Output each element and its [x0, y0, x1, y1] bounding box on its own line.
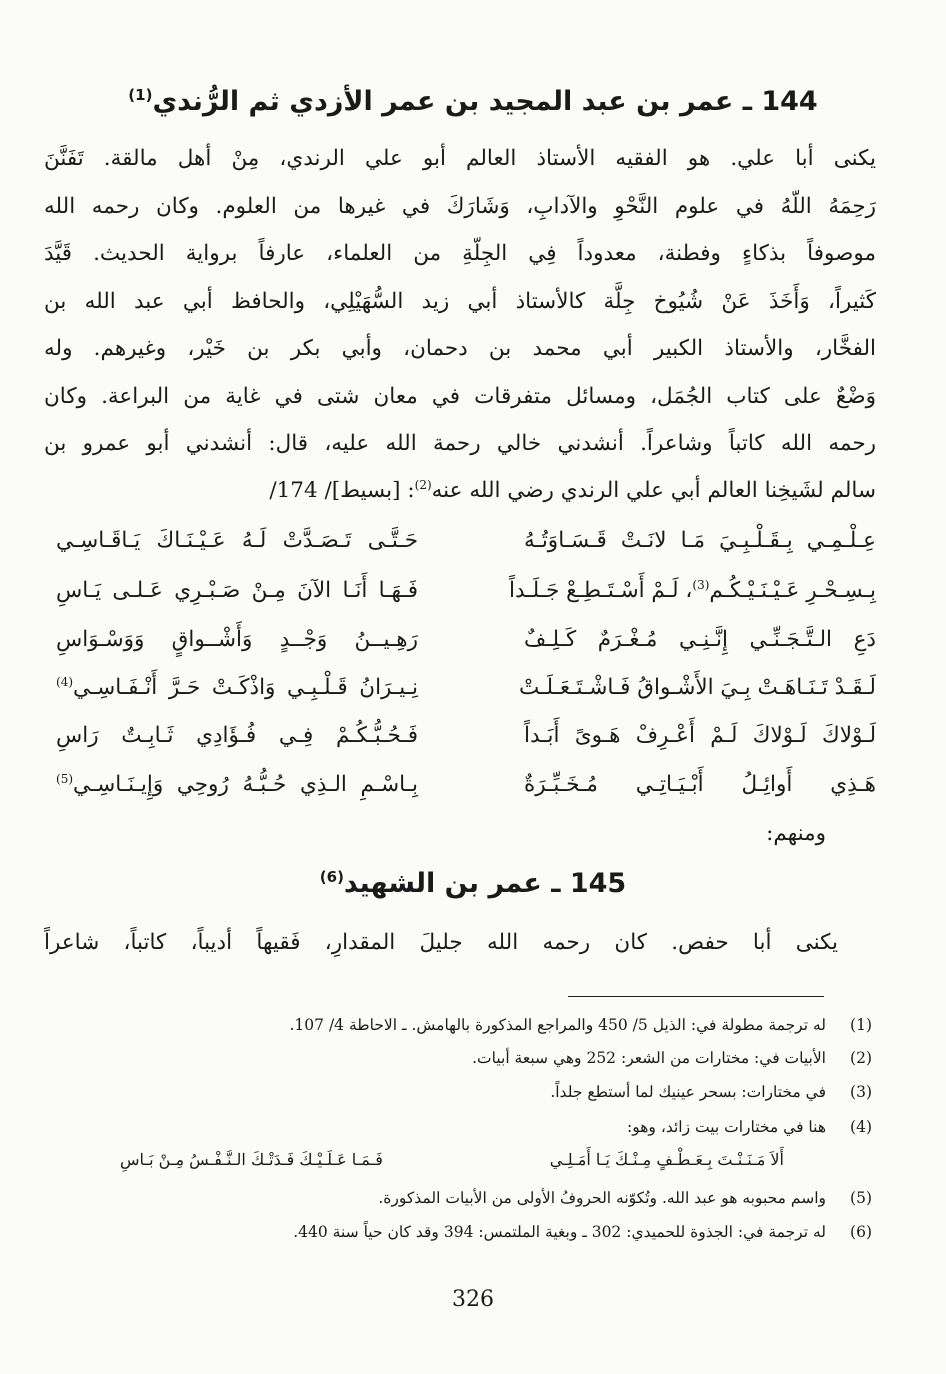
footnote-5-text: واسم محبوبه هو عبد الله. وتُكوّنه الحروفُ الأولى من الأبيات المذكورة. — [378, 1189, 826, 1207]
footnote-1-number: (1) — [850, 1016, 872, 1034]
entry-145-title: 145 ـ عمر بن الشهيد — [343, 868, 627, 899]
footnote-verse-right: أَلاَ مَـنَـنْـتَ بِـعَـطْـفٍ مِـنْـكَ يَـا أَمَـلِـي — [549, 1150, 784, 1169]
footnote-2 — [120, 1046, 872, 1070]
footnote-5 — [120, 1186, 872, 1210]
poem-verse-2-right-b: ، لَـمْ أَسْـتَـطِـعْ جَـلَـداً — [509, 578, 693, 603]
poem-verse-2-left: فَـهَـا أَنَـا الآنَ مِـنْ صَـبْـرِي عَـلـى يَـاسِ — [56, 578, 418, 603]
poem-verse-3-right: دَعِ الـتَّـجَـنِّـي إِنَّـنِـي مُـغْـرَمٌ كَـلِـفٌ — [524, 627, 876, 652]
page-number: 326 — [452, 1287, 494, 1312]
poem-verse-6-left — [56, 769, 418, 800]
footnote-4-number: (4) — [850, 1118, 872, 1136]
entry-145-body-line: يكنى أبا حفص. كان رحمه الله جليلَ المقدارِ، فَقيهاً أديباً، كاتباً، شاعراً — [44, 930, 838, 955]
body-line-7: رحمه الله كاتباً وشاعراً. أنشدني خالي رحمة الله عليه، قال: أنشدني أبو عمرو بن — [44, 431, 876, 456]
footnote-ref-6[interactable]: (6) — [319, 868, 344, 886]
body-line-6: وَضْعٌ على كتاب الجُمَل، ومسائل متفرقات في معان شتى في غاية من البراعة. وكان — [44, 384, 876, 409]
body-line-5: الفخَّار، والأستاذ الكبير أبي محمد بن دحمان، وأبي بكر بن خَيْر، وغيرهم. وله — [44, 336, 876, 361]
footnote-4 — [120, 1115, 872, 1139]
poem-verse-4-left — [56, 672, 418, 703]
footnote-verse-left: فَـمَـا عَـلَـيْـكَ فَـدَتْـكَ الـنَّـفْـسُ مِـنْ بَـاسِ — [120, 1150, 383, 1169]
entry-144-heading — [0, 86, 946, 117]
footnote-5-number: (5) — [850, 1189, 872, 1207]
footnote-ref-2[interactable]: (2) — [414, 477, 432, 492]
poem-verse-4-right: لَـقَـدْ تَـنَـاهَـتْ بِـيَ الأَشْـواقُ فَـاشْـتَـعَـلَـتْ — [519, 675, 876, 700]
poem-verse-2-right — [509, 575, 876, 606]
entry-145-heading — [0, 868, 946, 899]
footnote-separator — [568, 996, 824, 997]
after-poem-text: ومنهم: — [766, 821, 826, 846]
footnote-1-text: له ترجمة مطولة في: الذيل 5/ 450 والمراجع المذكورة بالهامش. ـ الاحاطة 4/ 107. — [289, 1016, 826, 1034]
body-line-2: رَحِمَهُ اللّهُ في علوم النَّحْوِ والآدابِ، وَشَارَكَ في غيرها من العلوم. وكان رحمه الله — [44, 194, 876, 219]
poem-verse-2-right-a: بِـسِـحْـرِ عَـيْـنَـيْـكُـم — [709, 578, 876, 603]
meter-label: : [بسيط]/ 174/ — [269, 478, 415, 503]
body-line-3: موصوفاً بذكاءٍ وفطنة، معدوداً فِي الجِلّةِ من العلماء، عارفاً برواية الحديث. قَيَّدَ — [44, 241, 876, 266]
entry-144-title: 144 ـ عمر بن عبد المجيد بن عمر الأزدي ثم الرُّندي — [152, 86, 818, 117]
poem-verse-4-left-text: نِـيـرَانُ قَـلْـبِـي وَاذْكَـتْ حَـرَّ أَنْـفَـاسِـي — [73, 675, 418, 700]
poem-verse-5-right: لَـوْلاكَ لَـوْلاكَ لَـمْ أَعْـرِفْ هَـوىً أَبَـداً — [524, 723, 876, 748]
body-line-4: كَثيراً، وَأَخَذَ عَنْ شُيُوخ جِلَّة كالأستاذ أبي زيد السُّهَيْلِي، والحافظ أبي عبد الله بن — [44, 289, 876, 314]
footnote-6-number: (6) — [850, 1223, 872, 1241]
footnote-3 — [120, 1080, 872, 1104]
poem-verse-5-left: فَـحُـبُّـكُـمْ فِـي فُـؤَادِي ثَـابِـتٌ رَاسِ — [56, 723, 418, 748]
footnote-1 — [120, 1013, 872, 1037]
footnote-6-text: له ترجمة في: الجذوة للحميدي: 302 ـ وبغية الملتمس: 394 وقد كان حياً سنة 440. — [293, 1223, 826, 1241]
footnote-2-text: الأبيات في: مختارات من الشعر: 252 وهي سبعة أبيات. — [472, 1049, 826, 1067]
poem-verse-6-right: هَـذِي أَوائِـلُ أَبْـيَـاتِـي مُـخَـبِّـرَةٌ — [524, 772, 876, 797]
body-line-1: يكنى أبا علي. هو الفقيه الأستاذ العالم أبو علي الرندي، مِنْ أهل مالقة. تَفَنَّنَ — [44, 146, 876, 171]
body-line-8 — [44, 475, 876, 506]
footnote-ref-3[interactable]: (3) — [692, 577, 710, 592]
footnote-ref-4[interactable]: (4) — [56, 674, 74, 689]
body-line-8-text: سالم لشَيخِنا العالم أبي علي الرندي رضي الله عنه — [431, 478, 876, 503]
poem-verse-1-right: عِـلْـمِـي بِـقَـلْـبِـيَ مَـا لانَـتْ قَـسَـاوَتُـهُ — [524, 528, 876, 553]
footnote-3-number: (3) — [850, 1083, 872, 1101]
footnote-6 — [120, 1220, 872, 1244]
footnote-ref-1[interactable]: (1) — [128, 86, 153, 104]
poem-verse-6-left-text: بِـاسْـمِ الـذِي حُـبُّـهُ رُوحِي وَإِيـنَـاسِـي — [73, 772, 418, 797]
footnote-2-number: (2) — [850, 1049, 872, 1067]
footnote-ref-5[interactable]: (5) — [56, 771, 74, 786]
footnote-4-text: هنا في مختارات بيت زائد، وهو: — [627, 1118, 826, 1136]
poem-verse-1-left: حَـتَّـى تَـصَـدَّتْ لَـهُ عَـيْـنَـاكَ يَـاقَـاسِـي — [56, 528, 418, 553]
poem-verse-3-left: رَهِـيــنُ وَجْــدٍ وَأَشْــواقٍ وَوَسْـوَاسِ — [56, 627, 418, 652]
footnote-3-text: في مختارات: بسحر عينيك لما أستطع جلداً. — [550, 1083, 826, 1101]
